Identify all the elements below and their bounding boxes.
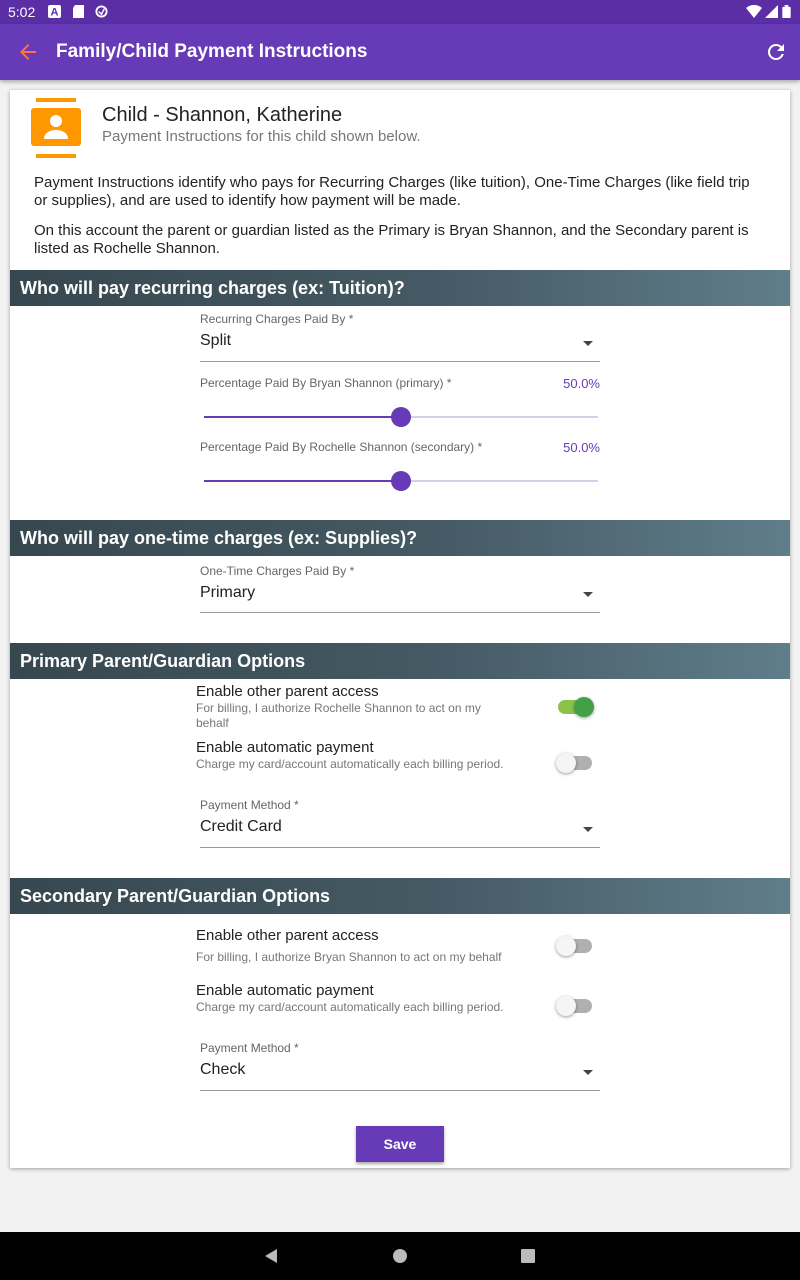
back-arrow-icon[interactable] bbox=[16, 40, 40, 64]
payment-method-value: Check bbox=[200, 1061, 246, 1078]
secondary-other-access-title: Enable other parent access bbox=[196, 927, 379, 944]
battery-icon bbox=[782, 5, 791, 18]
primary-percentage-value: 50.0% bbox=[563, 376, 600, 391]
account-parents-paragraph: On this account the parent or guardian listed as the Primary is Bryan Shannon, and the Secondary parent is listed as Rochelle Shannon. bbox=[34, 222, 749, 257]
status-time: 5:02 bbox=[8, 4, 36, 20]
system-nav-bar bbox=[0, 1232, 800, 1280]
save-button[interactable]: Save bbox=[356, 1126, 444, 1162]
primary-auto-pay-toggle[interactable] bbox=[556, 752, 596, 774]
one-time-paid-by-value: Primary bbox=[200, 584, 256, 601]
secondary-other-access-desc: For billing, I authorize Bryan Shannon to act on my behalf bbox=[196, 950, 502, 964]
primary-other-access-title: Enable other parent access bbox=[196, 683, 379, 700]
slider-fill bbox=[204, 480, 401, 482]
svg-text:A: A bbox=[50, 6, 59, 18]
child-subtitle: Payment Instructions for this child shown below. bbox=[102, 128, 421, 145]
signal-icon bbox=[765, 5, 778, 18]
nav-back-icon[interactable] bbox=[263, 1248, 279, 1264]
secondary-percentage-label: Percentage Paid By Rochelle Shannon (secondary) * bbox=[200, 440, 483, 454]
one-time-paid-by-select[interactable] bbox=[200, 564, 600, 614]
one-time-charges-header: Who will pay one-time charges (ex: Supplies)? bbox=[10, 520, 790, 556]
primary-percentage-slider[interactable] bbox=[204, 406, 598, 428]
payment-method-label: Payment Method * bbox=[200, 798, 299, 812]
page-title: Family/Child Payment Instructions bbox=[56, 41, 368, 62]
sync-circle-icon bbox=[95, 5, 108, 18]
select-underline bbox=[200, 1090, 600, 1091]
slider-fill bbox=[204, 416, 401, 418]
refresh-icon[interactable] bbox=[764, 40, 788, 64]
payment-method-value: Credit Card bbox=[200, 818, 282, 835]
chevron-down-icon bbox=[583, 592, 593, 597]
primary-other-access-toggle[interactable] bbox=[556, 696, 596, 718]
secondary-payment-method-select[interactable] bbox=[200, 1041, 600, 1091]
primary-options-header: Primary Parent/Guardian Options bbox=[10, 643, 790, 679]
secondary-percentage-slider[interactable] bbox=[204, 470, 598, 492]
chevron-down-icon bbox=[583, 341, 593, 346]
recurring-charges-header: Who will pay recurring charges (ex: Tuition)? bbox=[10, 270, 790, 306]
select-underline bbox=[200, 612, 600, 613]
recurring-paid-by-label: Recurring Charges Paid By * bbox=[200, 312, 354, 326]
secondary-percentage-value: 50.0% bbox=[563, 440, 600, 455]
secondary-auto-pay-desc: Charge my card/account automatically each billing period. bbox=[196, 1000, 504, 1014]
nav-home-icon[interactable] bbox=[392, 1248, 408, 1264]
recurring-paid-by-value: Split bbox=[200, 332, 232, 349]
toggle-thumb bbox=[574, 697, 594, 717]
select-underline bbox=[200, 361, 600, 362]
chevron-down-icon bbox=[583, 827, 593, 832]
payment-method-label: Payment Method * bbox=[200, 1041, 299, 1055]
primary-auto-pay-desc: Charge my card/account automatically each billing period. bbox=[196, 757, 504, 771]
nav-recents-icon[interactable] bbox=[521, 1249, 535, 1263]
slider-thumb[interactable] bbox=[391, 471, 411, 491]
sd-card-icon bbox=[72, 5, 85, 18]
contact-card-icon bbox=[30, 98, 82, 158]
one-time-paid-by-label: One-Time Charges Paid By * bbox=[200, 564, 355, 578]
chevron-down-icon bbox=[583, 1070, 593, 1075]
payment-instructions-card bbox=[10, 90, 790, 1168]
toggle-thumb bbox=[556, 753, 576, 773]
intro-paragraph: Payment Instructions identify who pays for Recurring Charges (like tuition), One-Time Charges (like field trip or supplies), and are used to identify how payment will be made. bbox=[34, 174, 750, 209]
secondary-other-access-toggle[interactable] bbox=[556, 935, 596, 957]
primary-other-access-desc: For billing, I authorize Rochelle Shannon to act on my behalf bbox=[196, 701, 481, 730]
notification-a-icon bbox=[48, 5, 61, 18]
primary-payment-method-select[interactable] bbox=[200, 798, 600, 848]
select-underline bbox=[200, 847, 600, 848]
secondary-auto-pay-toggle[interactable] bbox=[556, 995, 596, 1017]
slider-thumb[interactable] bbox=[391, 407, 411, 427]
toggle-thumb bbox=[556, 936, 576, 956]
primary-auto-pay-title: Enable automatic payment bbox=[196, 739, 374, 756]
app-bar bbox=[0, 24, 800, 80]
child-name: Child - Shannon, Katherine bbox=[102, 104, 343, 126]
recurring-paid-by-select[interactable] bbox=[200, 312, 600, 362]
secondary-options-header: Secondary Parent/Guardian Options bbox=[10, 878, 790, 914]
toggle-thumb bbox=[556, 996, 576, 1016]
status-bar bbox=[0, 0, 800, 24]
wifi-icon bbox=[746, 5, 762, 18]
primary-percentage-label: Percentage Paid By Bryan Shannon (primary) * bbox=[200, 376, 452, 390]
secondary-auto-pay-title: Enable automatic payment bbox=[196, 982, 374, 999]
